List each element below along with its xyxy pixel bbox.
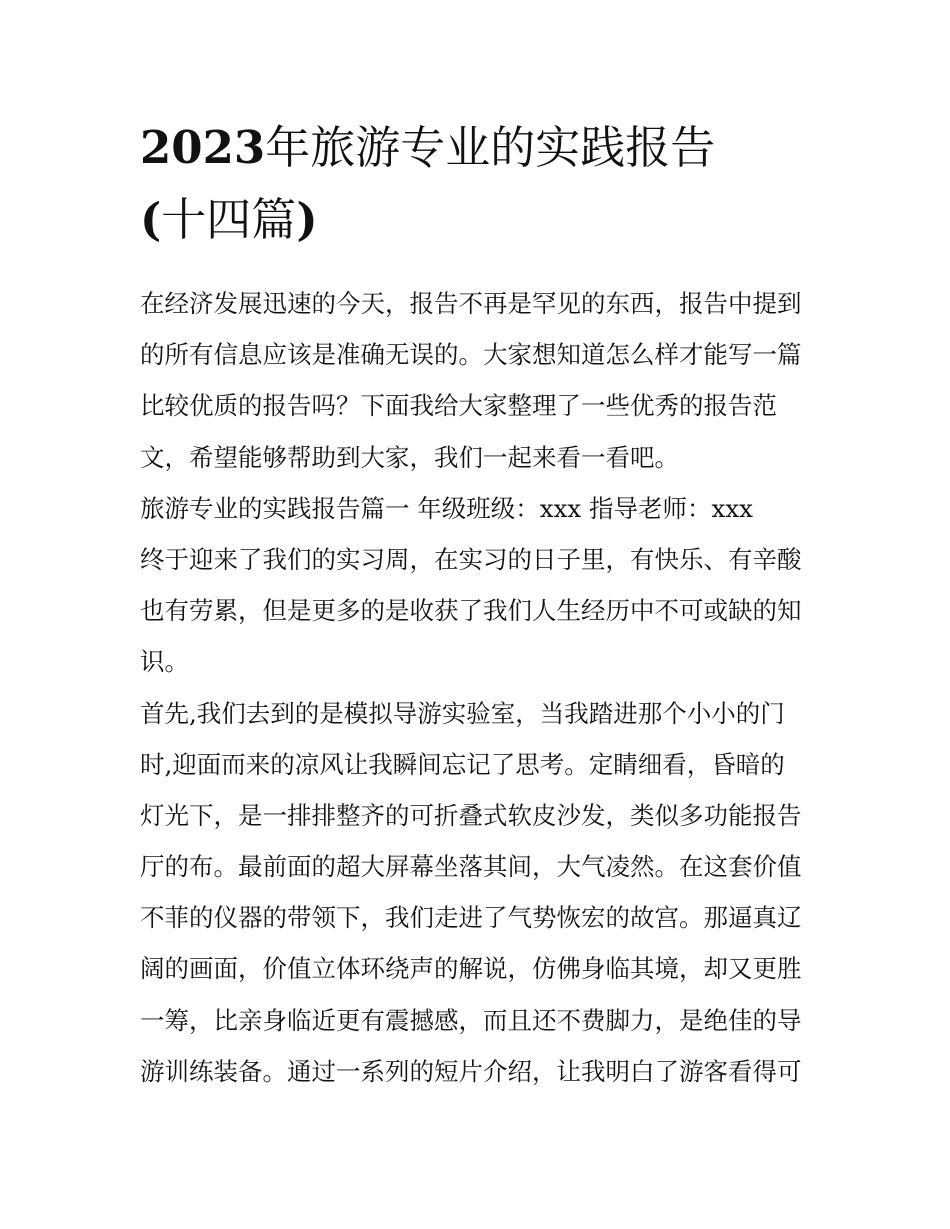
text-line: 时,迎面而来的凉风让我瞬间忘记了思考。定睛细看，昏暗的 bbox=[140, 749, 785, 779]
text-line: 也有劳累，但是更多的是收获了我们人生经历中不可或缺的知 bbox=[140, 596, 802, 626]
section-heading-line: 旅游专业的实践报告篇一 年级班级：xxx 指导老师：xxx bbox=[140, 493, 753, 523]
title-text: 年旅游专业的实践报告 bbox=[265, 121, 716, 174]
text-line: 比较优质的报告吗？下面我给大家整理了一些优秀的报告范 bbox=[140, 391, 777, 421]
title-line-2 bbox=[140, 184, 820, 256]
title-line-1 bbox=[140, 112, 820, 184]
text-line: 一筹，比亲身临近更有震撼感，而且还不费脚力，是绝佳的导 bbox=[140, 1005, 802, 1035]
text-line: 游训练装备。通过一系列的短片介绍，让我明白了游客看得可 bbox=[140, 1056, 802, 1086]
document-body bbox=[140, 278, 820, 1097]
document-title bbox=[140, 112, 820, 256]
text-line: 在经济发展迅速的今天，报告不再是罕见的东西，报告中提到 bbox=[140, 289, 802, 318]
text-line: 文，希望能够帮助到大家，我们一起来看一看吧。 bbox=[140, 442, 679, 472]
text-line: 识。 bbox=[140, 647, 189, 677]
text-line: 灯光下，是一排排整齐的可折叠式软皮沙发，类似多功能报告 bbox=[140, 800, 802, 830]
title-open-paren: ( bbox=[140, 193, 162, 246]
text-line: 首先,我们去到的是模拟导游实验室，当我踏进那个小小的门 bbox=[140, 698, 785, 728]
title-close-paren: ) bbox=[296, 193, 318, 246]
text-line: 阔的画面，价值立体环绕声的解说，仿佛身临其境，却又更胜 bbox=[140, 954, 802, 984]
title-subtitle: 十四篇 bbox=[161, 193, 297, 246]
text-line: 终于迎来了我们的实习周，在实习的日子里，有快乐、有辛酸 bbox=[140, 544, 802, 574]
text-line: 的所有信息应该是准确无误的。大家想知道怎么样才能写一篇 bbox=[140, 340, 802, 370]
text-line: 厅的布。最前面的超大屏幕坐落其间，大气凌然。在这套价值 bbox=[140, 852, 802, 882]
text-line: 不菲的仪器的带领下，我们走进了气势恢宏的故宫。那逼真辽 bbox=[140, 903, 802, 933]
title-year: 2023 bbox=[140, 121, 266, 174]
